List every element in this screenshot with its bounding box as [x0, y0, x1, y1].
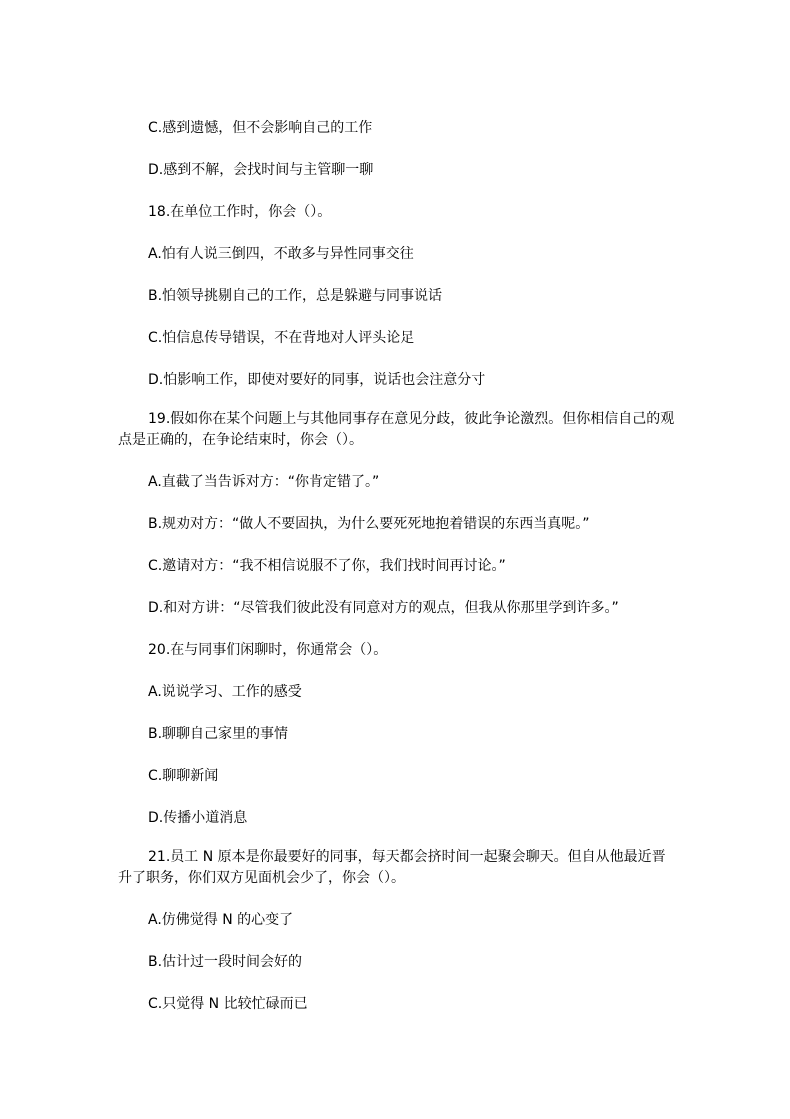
option-b-q19: B.规劝对方：“做人不要固执，为什么要死死地抱着错误的东西当真呢。” — [148, 516, 590, 532]
option-d-q17: D.感到不解，会找时间与主管聊一聊 — [148, 162, 374, 178]
question-18: 18.在单位工作时，你会（）。 — [148, 204, 332, 220]
option-d-q20: D.传播小道消息 — [148, 810, 248, 826]
option-b-q21: B.估计过一段时间会好的 — [148, 954, 303, 970]
option-c-q18: C.怕信息传导错误，不在背地对人评头论足 — [148, 330, 415, 346]
question-20: 20.在与同事们闲聊时，你通常会（）。 — [148, 642, 388, 658]
option-b-q20: B.聊聊自己家里的事情 — [148, 726, 289, 742]
option-d-q19: D.和对方讲：“尽管我们彼此没有同意对方的观点，但我从你那里学到许多。” — [148, 600, 619, 616]
question-19-line-1: 19.假如你在某个问题上与其他同事存在意见分歧，彼此争论激烈。但你相信自己的观 — [148, 411, 675, 427]
option-c-q21: C.只觉得 N 比较忙碌而已 — [148, 996, 308, 1012]
question-21-line-2: 升了职务，你们双方见面机会少了，你会（）。 — [118, 870, 405, 886]
question-21-line-1: 21.员工 N 原本是你最要好的同事，每天都会挤时间一起聚会聊天。但自从他最近晋 — [148, 849, 666, 865]
question-19-line-2: 点是正确的，在争论结束时，你会（）。 — [118, 432, 363, 448]
option-c-q17: C.感到遗憾，但不会影响自己的工作 — [148, 120, 373, 136]
option-a-q18: A.怕有人说三倒四，不敢多与异性同事交往 — [148, 246, 414, 262]
option-c-q19: C.邀请对方：“我不相信说服不了你，我们找时间再讨论。” — [148, 558, 506, 574]
option-c-q20: C.聊聊新闻 — [148, 768, 219, 784]
option-a-q21: A.仿佛觉得 N 的心变了 — [148, 912, 294, 928]
option-a-q19: A.直截了当告诉对方：“你肯定错了。” — [148, 474, 380, 490]
option-b-q18: B.怕领导挑剔自己的工作，总是躲避与同事说话 — [148, 288, 443, 304]
option-a-q20: A.说说学习、工作的感受 — [148, 684, 302, 700]
option-d-q18: D.怕影响工作，即使对要好的同事，说话也会注意分寸 — [148, 372, 486, 388]
